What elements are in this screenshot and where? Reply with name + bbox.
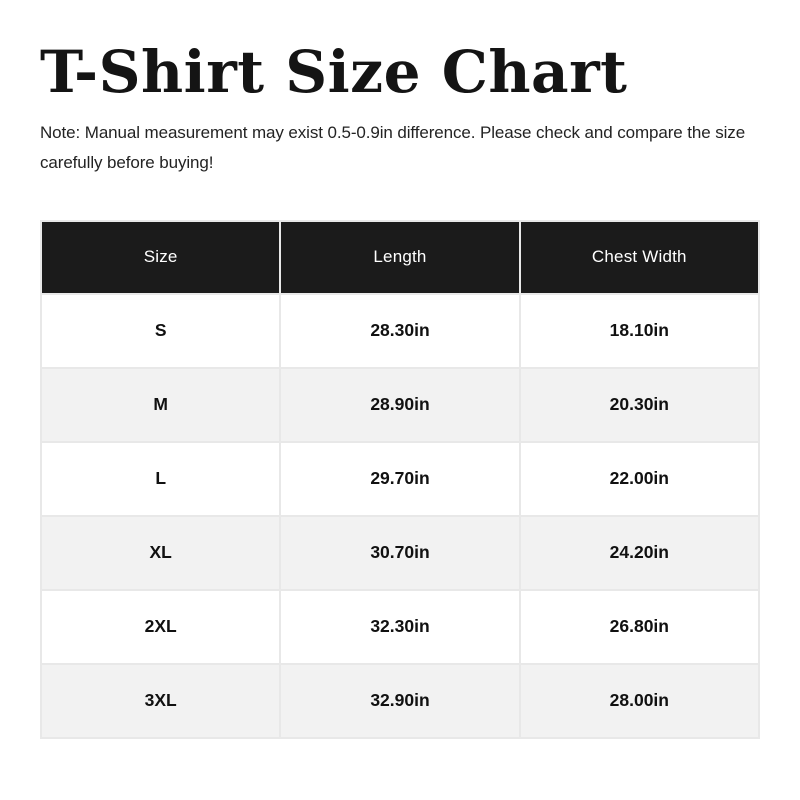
length-cell: 30.70in bbox=[280, 516, 519, 590]
size-chart-table bbox=[40, 220, 760, 739]
column-header-chest-width: Chest Width bbox=[520, 221, 759, 294]
size-cell: 2XL bbox=[41, 590, 280, 664]
table-row bbox=[41, 516, 759, 590]
table-row bbox=[41, 368, 759, 442]
column-header-size: Size bbox=[41, 221, 280, 294]
chest-width-cell: 24.20in bbox=[520, 516, 759, 590]
chest-width-cell: 20.30in bbox=[520, 368, 759, 442]
length-cell: 28.30in bbox=[280, 294, 519, 368]
table-row bbox=[41, 590, 759, 664]
chest-width-cell: 18.10in bbox=[520, 294, 759, 368]
length-cell: 29.70in bbox=[280, 442, 519, 516]
table-header bbox=[41, 221, 759, 294]
size-cell: 3XL bbox=[41, 664, 280, 738]
size-cell: L bbox=[41, 442, 280, 516]
column-header-length: Length bbox=[280, 221, 519, 294]
length-cell: 32.90in bbox=[280, 664, 519, 738]
size-cell: M bbox=[41, 368, 280, 442]
chest-width-cell: 22.00in bbox=[520, 442, 759, 516]
header-row bbox=[41, 221, 759, 294]
table-row bbox=[41, 664, 759, 738]
chest-width-cell: 26.80in bbox=[520, 590, 759, 664]
length-cell: 32.30in bbox=[280, 590, 519, 664]
size-cell: XL bbox=[41, 516, 280, 590]
table-body bbox=[41, 294, 759, 738]
size-cell: S bbox=[41, 294, 280, 368]
table-row bbox=[41, 442, 759, 516]
page-title: T-Shirt Size Chart bbox=[40, 38, 628, 106]
chest-width-cell: 28.00in bbox=[520, 664, 759, 738]
table-row bbox=[41, 294, 759, 368]
length-cell: 28.90in bbox=[280, 368, 519, 442]
measurement-note: Note: Manual measurement may exist 0.5-0.9in difference. Please check and compare the size carefully before buying! bbox=[40, 122, 746, 172]
